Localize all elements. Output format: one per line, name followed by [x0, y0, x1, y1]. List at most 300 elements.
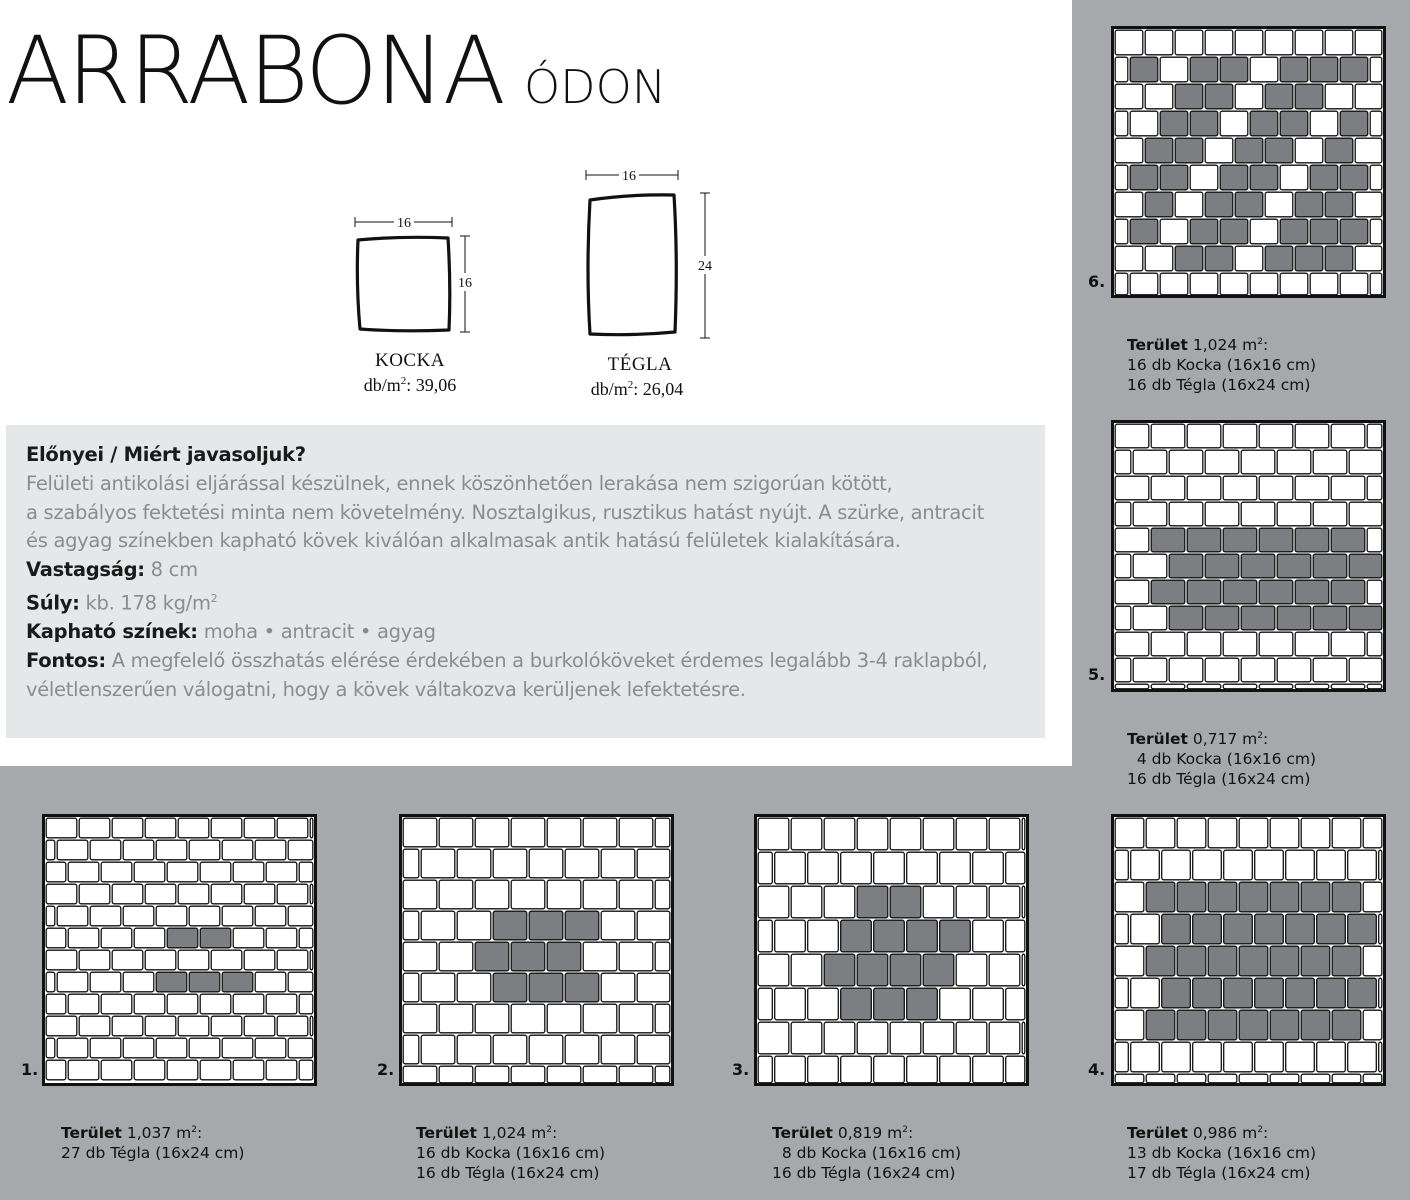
paving-stone [1259, 684, 1293, 689]
paving-stone [1133, 658, 1167, 682]
paving-stone [1208, 818, 1237, 848]
paving-stone [923, 1022, 954, 1054]
paving-stone [403, 849, 419, 878]
tegla-height-label: 24 [698, 259, 712, 274]
paving-stone [655, 942, 670, 971]
paving-stone [1239, 818, 1268, 848]
accent-stone [1169, 606, 1203, 630]
paving-stone [583, 880, 617, 909]
paving-stone [439, 880, 473, 909]
paving-stone [145, 950, 176, 970]
accent-stone [1160, 165, 1188, 190]
paving-stone [775, 920, 806, 952]
paving-stone [277, 818, 308, 838]
paving-stone [758, 886, 789, 918]
paving-stone [655, 818, 670, 847]
paving-stone [493, 849, 527, 878]
accent-stone [1310, 57, 1338, 82]
paving-stone [1224, 1042, 1253, 1072]
accent-stone [1241, 554, 1275, 578]
paving-stone [1022, 954, 1025, 986]
paving-stone [244, 950, 275, 970]
paving-stone [299, 1060, 313, 1080]
accent-stone [1175, 246, 1203, 271]
paving-stone [403, 1066, 437, 1083]
paving-stone [1115, 554, 1131, 578]
paving-stone [403, 880, 437, 909]
paving-stone [123, 972, 154, 992]
paving-stone [1310, 273, 1338, 295]
paving-stone [973, 988, 1004, 1020]
paving-stone [1331, 684, 1365, 689]
paving-stone [211, 950, 242, 970]
paving-stone [112, 950, 143, 970]
accent-stone [1301, 946, 1330, 976]
paving-stone [923, 818, 954, 850]
paving-stone [1250, 57, 1278, 82]
paving-stone [244, 884, 275, 904]
paving-stone [178, 818, 209, 838]
paving-stone [1379, 850, 1382, 880]
paving-stone [79, 818, 110, 838]
paving-stone [547, 880, 581, 909]
paving-stone [1265, 192, 1293, 217]
paving-stone [255, 972, 286, 992]
paving-stone [1239, 1074, 1268, 1083]
paving-stone [1006, 988, 1025, 1020]
accent-stone [1270, 1010, 1299, 1040]
accent-stone [1348, 978, 1377, 1008]
paving-stone [1355, 192, 1382, 217]
paving-stone [1235, 84, 1263, 109]
paving-stone [940, 852, 971, 884]
paving-stone [637, 1035, 670, 1064]
paving-stone [619, 1066, 653, 1083]
paving-stone [1367, 684, 1382, 689]
paving-stone [1349, 450, 1382, 474]
accent-stone [1190, 111, 1218, 136]
paving-stone [123, 840, 154, 860]
paving-stone [475, 880, 509, 909]
paving-stone [156, 840, 187, 860]
paving-stone [583, 818, 617, 847]
accent-stone [1301, 882, 1330, 912]
paving-stone [1160, 273, 1188, 295]
paving-stone [758, 1056, 772, 1083]
paving-stone [255, 840, 286, 860]
paving-stone [1205, 502, 1239, 526]
paving-stone [1115, 246, 1143, 271]
tegla-width-label: 16 [622, 169, 636, 184]
paving-stone [1367, 424, 1382, 448]
paving-stone [583, 1004, 617, 1033]
paving-stone [890, 818, 921, 850]
paving-stone [1367, 476, 1382, 500]
paving-stone [439, 818, 473, 847]
paving-stone [1235, 246, 1263, 271]
pattern-5 [1111, 420, 1386, 692]
paving-stone [775, 852, 806, 884]
accent-stone [1265, 84, 1293, 109]
accent-stone [1145, 138, 1173, 163]
paving-stone [1162, 850, 1191, 880]
paving-stone [529, 1035, 563, 1064]
pattern-1 [42, 814, 317, 1086]
paving-stone [808, 988, 839, 1020]
paving-stone [1317, 1042, 1346, 1072]
paving-stone [1115, 111, 1128, 136]
paving-stone [1241, 502, 1275, 526]
paving-stone [222, 906, 253, 926]
accent-stone [1130, 165, 1158, 190]
important-line: véletlenszerűen válogatni, hogy a kövek váltakozva kerüljenek lefektetésre. [26, 677, 746, 701]
paving-stone [68, 928, 99, 948]
paving-stone [156, 906, 187, 926]
paving-stone [421, 911, 455, 940]
paving-stone [1363, 818, 1382, 848]
paving-stone [57, 840, 88, 860]
paving-stone [1205, 658, 1239, 682]
accent-stone [1317, 978, 1346, 1008]
accent-stone [1241, 606, 1275, 630]
paving-stone [178, 884, 209, 904]
accent-stone [923, 954, 954, 986]
paving-stone [1006, 852, 1025, 884]
accent-stone [1208, 1010, 1237, 1040]
paving-stone [1160, 57, 1188, 82]
paving-stone [1301, 1074, 1330, 1083]
paving-stone [1022, 818, 1025, 850]
accent-stone [890, 886, 921, 918]
paving-stone [637, 911, 670, 940]
paving-stone [874, 852, 905, 884]
paving-stone [1367, 528, 1382, 552]
accent-stone [1205, 246, 1233, 271]
kocka-name: KOCKA [374, 350, 446, 371]
pattern-caption: Terület 0,819 $m^2$: 8 db Kocka (16x16 cm) 16 db Tégla (16x24 cm) [772, 1124, 962, 1183]
paving-stone [1187, 684, 1221, 689]
accent-stone [1146, 946, 1175, 976]
accent-stone [511, 942, 545, 971]
paving-stone [233, 994, 264, 1014]
paving-stone [1220, 273, 1248, 295]
paving-stone [68, 994, 99, 1014]
paving-stone [1131, 1042, 1160, 1072]
paving-stone [200, 862, 231, 882]
paving-stone [403, 1035, 419, 1064]
paving-stone [79, 884, 110, 904]
paving-stone [266, 994, 297, 1014]
accent-stone [1250, 111, 1278, 136]
paving-stone [1115, 30, 1143, 55]
accent-stone [1205, 84, 1233, 109]
paving-stone [1277, 502, 1311, 526]
paving-stone [565, 849, 599, 878]
paving-stone [101, 1060, 132, 1080]
paving-stone [421, 1035, 455, 1064]
info-text [26, 441, 1036, 705]
paving-stone [1115, 818, 1144, 848]
paving-stone [1220, 111, 1248, 136]
kocka-height-label: 16 [458, 276, 472, 291]
accent-stone [1259, 528, 1293, 552]
accent-stone [475, 942, 509, 971]
paving-stone [989, 954, 1020, 986]
paving-stone [310, 818, 313, 838]
accent-stone [1340, 219, 1368, 244]
paving-stone [1115, 978, 1128, 1008]
paving-stone [1187, 632, 1221, 656]
paving-stone [439, 942, 473, 971]
paving-stone [1175, 30, 1203, 55]
paving-stone [940, 1056, 971, 1083]
accent-stone [841, 920, 872, 952]
paving-stone [1190, 273, 1218, 295]
paving-stone [1286, 850, 1315, 880]
paving-stone [956, 886, 987, 918]
paving-stone [758, 988, 772, 1020]
accent-stone [1310, 219, 1338, 244]
paving-stone [1115, 165, 1128, 190]
accent-stone [857, 954, 888, 986]
paving-stone [1115, 476, 1149, 500]
paving-stone [1177, 818, 1206, 848]
info-box [6, 425, 1045, 738]
paving-stone [403, 818, 437, 847]
accent-stone [1130, 57, 1158, 82]
important-row: Fontos: A megfelelő összhatás elérése érdekében a burkolóköveket érdemes legalább 3-4 raklapból, [26, 649, 988, 673]
paving-stone [1259, 424, 1293, 448]
paving-stone [989, 818, 1020, 850]
paving-stone [233, 862, 264, 882]
paving-stone [1146, 1074, 1175, 1083]
paving-stone [583, 1066, 617, 1083]
paving-stone [167, 862, 198, 882]
paving-stone [1175, 192, 1203, 217]
pattern-number: 6. [1088, 272, 1106, 291]
paving-stone [1115, 528, 1149, 552]
paving-stone [112, 818, 143, 838]
paving-stone [277, 884, 308, 904]
paving-stone [178, 950, 209, 970]
accent-stone [1295, 246, 1323, 271]
accent-stone [907, 988, 938, 1020]
paving-stone [857, 818, 888, 850]
paving-stone [1367, 632, 1382, 656]
paving-stone [1205, 138, 1233, 163]
paving-stone [1363, 946, 1382, 976]
paving-stone [1349, 658, 1382, 682]
accent-stone [890, 954, 921, 986]
paving-stone [255, 906, 286, 926]
paving-stone [1205, 30, 1233, 55]
accent-stone [1286, 978, 1315, 1008]
paving-stone [1162, 1042, 1191, 1072]
paving-stone [1379, 1042, 1382, 1072]
paving-stone [655, 1004, 670, 1033]
paving-stone [1370, 165, 1382, 190]
paving-stone [1115, 219, 1128, 244]
accent-stone [1332, 1010, 1361, 1040]
accent-stone [1162, 978, 1191, 1008]
paving-stone [1130, 111, 1158, 136]
kocka-count: $db/m^2$: 39,06 [363, 375, 457, 395]
accent-stone [189, 972, 220, 992]
paving-stone [222, 1038, 253, 1058]
paving-stone [655, 880, 670, 909]
pattern-caption: Terület 0,986 $m^2$: 13 db Kocka (16x16 cm) 17 db Tégla (16x24 cm) [1127, 1124, 1317, 1183]
accent-stone [547, 942, 581, 971]
paving-stone [1241, 658, 1275, 682]
tegla-drawing [570, 160, 720, 350]
accent-stone [841, 988, 872, 1020]
paving-stone [46, 1060, 66, 1080]
paving-stone [1313, 450, 1347, 474]
accent-stone [1175, 84, 1203, 109]
paving-stone [1115, 580, 1149, 604]
paving-stone [547, 1004, 581, 1033]
paving-stone [973, 852, 1004, 884]
paving-stone [1133, 502, 1167, 526]
paving-stone [1363, 1074, 1382, 1083]
paving-stone [1349, 502, 1382, 526]
paving-stone [1325, 30, 1353, 55]
paving-stone [255, 1038, 286, 1058]
paving-stone [637, 849, 670, 878]
paving-stone [475, 1066, 509, 1083]
paving-stone [1310, 111, 1338, 136]
paving-stone [601, 1035, 635, 1064]
paving-stone [145, 884, 176, 904]
paving-stone [79, 950, 110, 970]
accent-stone [1205, 554, 1239, 578]
paving-stone [1187, 476, 1221, 500]
paving-stone [529, 849, 563, 878]
paving-stone [511, 1004, 545, 1033]
accent-stone [1349, 606, 1382, 630]
accent-stone [1235, 138, 1263, 163]
paving-stone [1295, 684, 1329, 689]
accent-stone [940, 920, 971, 952]
paving-stone [68, 862, 99, 882]
paving-stone [457, 973, 491, 1002]
paving-stone [421, 973, 455, 1002]
paving-stone [1355, 84, 1382, 109]
accent-stone [1151, 528, 1185, 552]
paving-stone [1115, 850, 1128, 880]
thickness-row: Vastagság: 8 cm [26, 558, 198, 582]
accent-stone [1349, 554, 1382, 578]
paving-stone [1223, 476, 1257, 500]
paving-stone [1363, 1010, 1382, 1040]
accent-stone [1331, 580, 1365, 604]
accent-stone [1220, 165, 1248, 190]
paving-stone [791, 886, 822, 918]
paving-stone [1115, 450, 1131, 474]
paving-stone [808, 920, 839, 952]
paving-stone [1130, 273, 1158, 295]
paving-stone [1146, 818, 1175, 848]
accent-stone [1130, 219, 1158, 244]
paving-stone [1313, 502, 1347, 526]
paving-stone [824, 818, 855, 850]
paving-stone [277, 950, 308, 970]
accent-stone [1265, 246, 1293, 271]
paving-stone [791, 954, 822, 986]
paving-stone [1115, 84, 1143, 109]
paving-stone [1131, 914, 1160, 944]
accent-stone [1270, 882, 1299, 912]
paving-stone [1115, 1074, 1144, 1083]
paving-stone [1169, 502, 1203, 526]
paving-stone [824, 1022, 855, 1054]
paving-stone [1169, 450, 1203, 474]
accent-stone [874, 920, 905, 952]
paving-stone [1187, 424, 1221, 448]
pattern-caption: Terület 1,037 $m^2$: 27 db Tégla (16x24 cm) [61, 1124, 245, 1163]
paving-stone [1115, 914, 1128, 944]
accent-stone [1325, 192, 1353, 217]
paving-stone [46, 884, 77, 904]
accent-stone [1145, 192, 1173, 217]
accent-stone [1255, 914, 1284, 944]
paving-stone [46, 1016, 77, 1036]
paving-stone [46, 1038, 55, 1058]
accent-stone [1223, 528, 1257, 552]
paving-stone [1115, 658, 1131, 682]
accent-stone [1332, 946, 1361, 976]
paving-stone [1006, 1056, 1025, 1083]
accent-stone [529, 911, 563, 940]
paving-stone [134, 994, 165, 1014]
paving-stone [1332, 1074, 1361, 1083]
paving-stone [1115, 424, 1149, 448]
paving-stone [266, 928, 297, 948]
paving-stone [1277, 450, 1311, 474]
paving-stone [1115, 1042, 1128, 1072]
paving-stone [1348, 1042, 1377, 1072]
paving-stone [1286, 1042, 1315, 1072]
paving-stone [233, 928, 264, 948]
accent-stone [1280, 57, 1308, 82]
weight-row: Súly: kb. 178 $kg/m^2$ [26, 591, 218, 615]
paving-stone [1265, 30, 1293, 55]
accent-stone [1295, 580, 1329, 604]
paving-stone [956, 954, 987, 986]
accent-stone [1255, 978, 1284, 1008]
accent-stone [1239, 1010, 1268, 1040]
pattern-3 [754, 814, 1029, 1086]
paving-stone [46, 818, 77, 838]
paving-stone [511, 1066, 545, 1083]
pattern-2 [399, 814, 674, 1086]
paving-stone [973, 1056, 1004, 1083]
paving-stone [1270, 1074, 1299, 1083]
paving-stone [1367, 580, 1382, 604]
paving-stone [1115, 684, 1149, 689]
paving-stone [211, 1016, 242, 1036]
accent-stone [1325, 246, 1353, 271]
paving-stone [619, 1004, 653, 1033]
paving-stone [288, 840, 313, 860]
paving-stone [1115, 632, 1149, 656]
paving-stone [1301, 818, 1330, 848]
paving-stone [1115, 606, 1131, 630]
paving-stone [1224, 850, 1253, 880]
paving-stone [1160, 219, 1188, 244]
paving-stone [1363, 882, 1382, 912]
pattern-number: 1. [21, 1060, 39, 1079]
